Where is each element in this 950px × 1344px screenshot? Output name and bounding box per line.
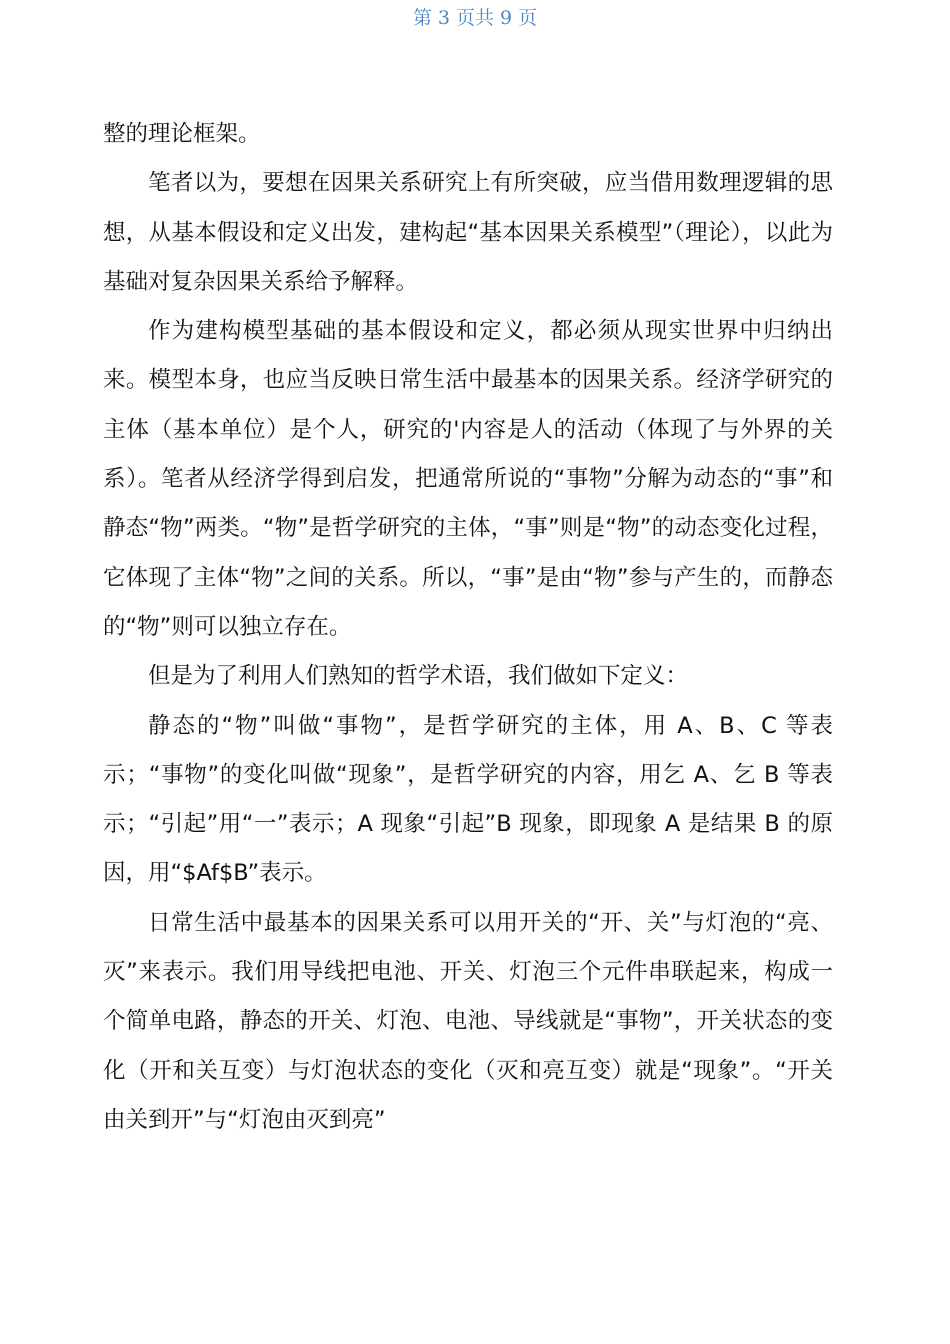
paragraph-5: 日常生活中最基本的因果关系可以用开关的“开、关”与灯泡的“亮、灭”来表示。我们用导线把电池、开关、灯泡三个元件串联起来，构成一个简单电路，静态的开关、灯泡、电池、导线就是“事物”，开关状态的变化（开和关互变）与灯泡状态的变化（灭和亮互变）就是“现象”。“开关由关到开”与“灯泡由灭到亮” bbox=[103, 909, 833, 1133]
page-number-header: 第 3 页共 9 页 bbox=[412, 7, 538, 29]
paragraph-4: 静态的“物”叫做“事物”，是哲学研究的主体，用 A、B、C 等表示；“事物”的变化叫做“现象”，是哲学研究的内容，用乞 A、乞 B 等表示；“引起”用“一”表示；A 现象“引起”B 现象，即现象 A 是结果 B 的原因，用“$Af$B”表示。 bbox=[103, 712, 833, 887]
document-body bbox=[103, 110, 833, 1145]
paragraph-continuation: 整的理论框架。 bbox=[103, 121, 261, 147]
paragraph-1: 笔者以为，要想在因果关系研究上有所突破，应当借用数理逻辑的思想，从基本假设和定义出发，建构起“基本因果关系模型”（理论），以此为基础对复杂因果关系给予解释。 bbox=[103, 170, 833, 295]
paragraph-3: 但是为了利用人们熟知的哲学术语，我们做如下定义： bbox=[148, 663, 689, 690]
paragraph-2: 作为建构模型基础的基本假设和定义，都必须从现实世界中归纳出来。模型本身，也应当反映日常生活中最基本的因果关系。经济学研究的主体（基本单位）是个人，研究的'内容是人的活动（体现了与外界的关系）。笔者从经济学得到启发，把通常所说的“事物”分解为动态的“事”和静态“物”两类。“物”是哲学研究的主体，“事”则是“物”的动态变化过程，它体现了主体“物”之间的关系。所以，“事”是由“物”参与产生的，而静态的“物”则可以独立存在。 bbox=[103, 318, 833, 640]
